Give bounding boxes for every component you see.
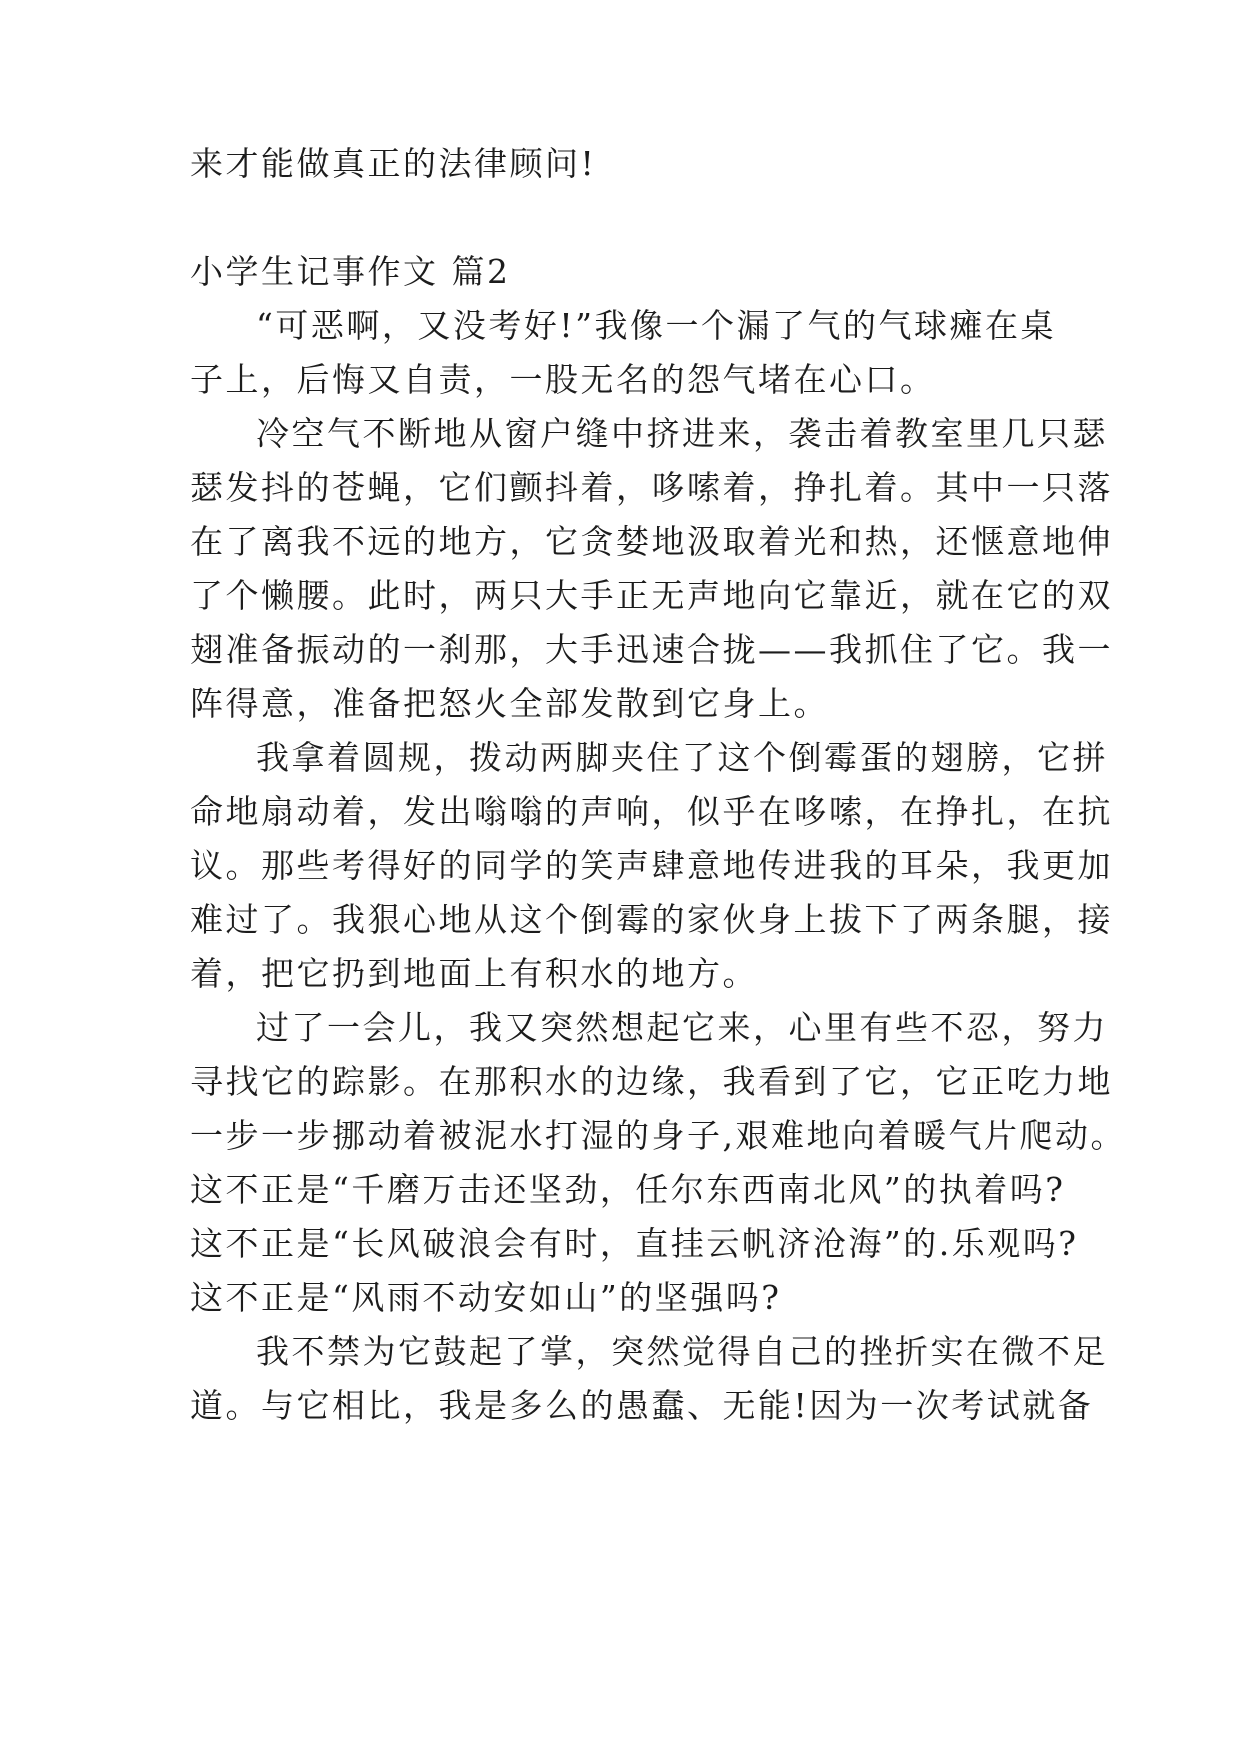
text-line: 我拿着圆规，拨动两脚夹住了这个倒霉蛋的翅膀，它拼: [256, 738, 1108, 777]
text-line: 我不禁为它鼓起了掌，突然觉得自己的挫折实在微不足: [256, 1332, 1108, 1371]
text-line: 难过了。我狠心地从这个倒霉的家伙身上拔下了两条腿，接: [190, 900, 1113, 939]
text-line: 道。与它相比，我是多么的愚蠢、无能!因为一次考试就备: [190, 1386, 1094, 1425]
text-line: 这不正是“千磨万击还坚劲，任尔东西南北风”的执着吗?: [190, 1170, 1066, 1209]
text-line: 一步一步挪动着被泥水打湿的身子,艰难地向着暖气片爬动。: [190, 1116, 1126, 1155]
text-line: 在了离我不远的地方，它贪婪地汲取着光和热，还惬意地伸: [190, 522, 1113, 561]
section-title: 小学生记事作文 篇2: [190, 252, 511, 291]
text-line: 翅准备振动的一刹那，大手迅速合拢——我抓住了它。我一: [190, 630, 1113, 669]
text-line: 着，把它扔到地面上有积水的地方。: [190, 954, 758, 993]
text-line: 了个懒腰。此时，两只大手正无声地向它靠近，就在它的双: [190, 576, 1113, 615]
text-line: 阵得意，准备把怒火全部发散到它身上。: [190, 684, 829, 723]
text-line: 冷空气不断地从窗户缝中挤进来，袭击着教室里几只瑟: [256, 414, 1108, 453]
text-line: 这不正是“风雨不动安如山”的坚强吗?: [190, 1278, 782, 1317]
text-line: 子上，后悔又自责，一股无名的怨气堵在心口。: [190, 360, 936, 399]
text-line: 这不正是“长风破浪会有时，直挂云帆济沧海”的.乐观吗?: [190, 1224, 1079, 1263]
text-line: “可恶啊，又没考好!”我像一个漏了气的气球瘫在桌: [256, 306, 1057, 345]
text-line: 瑟发抖的苍蝇，它们颤抖着，哆嗦着，挣扎着。其中一只落: [190, 468, 1113, 507]
text-line: 过了一会儿，我又突然想起它来，心里有些不忍，努力: [256, 1008, 1108, 1047]
text-line: 寻找它的踪影。在那积水的边缘，我看到了它，它正吃力地: [190, 1062, 1113, 1101]
text-line: 议。那些考得好的同学的笑声肆意地传进我的耳朵，我更加: [190, 846, 1113, 885]
text-line: 命地扇动着，发出嗡嗡的声响，似乎在哆嗦，在挣扎，在抗: [190, 792, 1113, 831]
carry-over-line: 来才能做真正的法律顾问!: [190, 144, 597, 183]
